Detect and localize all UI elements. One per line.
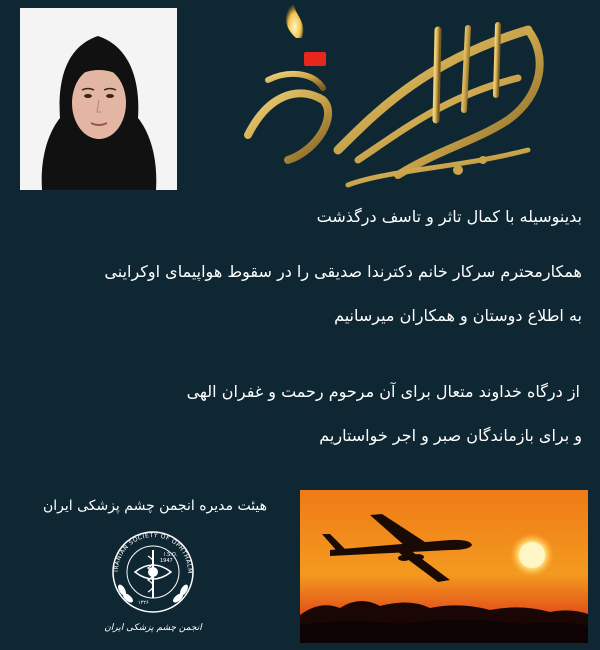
signature-board: هیئت مدیره انجمن چشم پزشکی ایران <box>42 498 268 514</box>
logo-year-fa-text: ۱۳۲۶ <box>138 600 149 606</box>
condolence-line-5: و برای بازماندگان صبر و اجر خواستاریم <box>319 426 582 445</box>
logo-bottom-text: انجمن چشم پزشکی ایران <box>104 623 202 633</box>
portrait-photo <box>20 8 177 190</box>
logo-ring-text: IRANIAN SOCIETY OF OPHTHALM <box>112 531 194 574</box>
condolence-line-2: همکارمحترم سرکار خانم دکترندا صدیقی را در سقوط هواپیمای اوکراینی <box>104 262 582 281</box>
portrait-illustration <box>20 8 177 190</box>
calligraphy-svg <box>228 0 578 200</box>
condolence-line-1: بدینوسیله با کمال تاثر و تاسف درگذشت <box>316 207 582 226</box>
condolence-line-4: از درگاه خداوند متعال برای آن مرحوم رحمت و غفران الهی <box>186 382 580 401</box>
society-logo-svg <box>98 522 208 642</box>
airplane-sunset-svg <box>300 490 588 643</box>
society-logo <box>98 522 208 642</box>
logo-iso-text: I.S.O. <box>164 552 178 558</box>
logo-year-text: 1947 <box>160 558 173 564</box>
airplane-sunset-image <box>300 490 588 643</box>
calligraphy-artwork <box>228 0 578 200</box>
condolence-line-3: به اطلاع دوستان و همکاران میرسانیم <box>334 306 582 325</box>
